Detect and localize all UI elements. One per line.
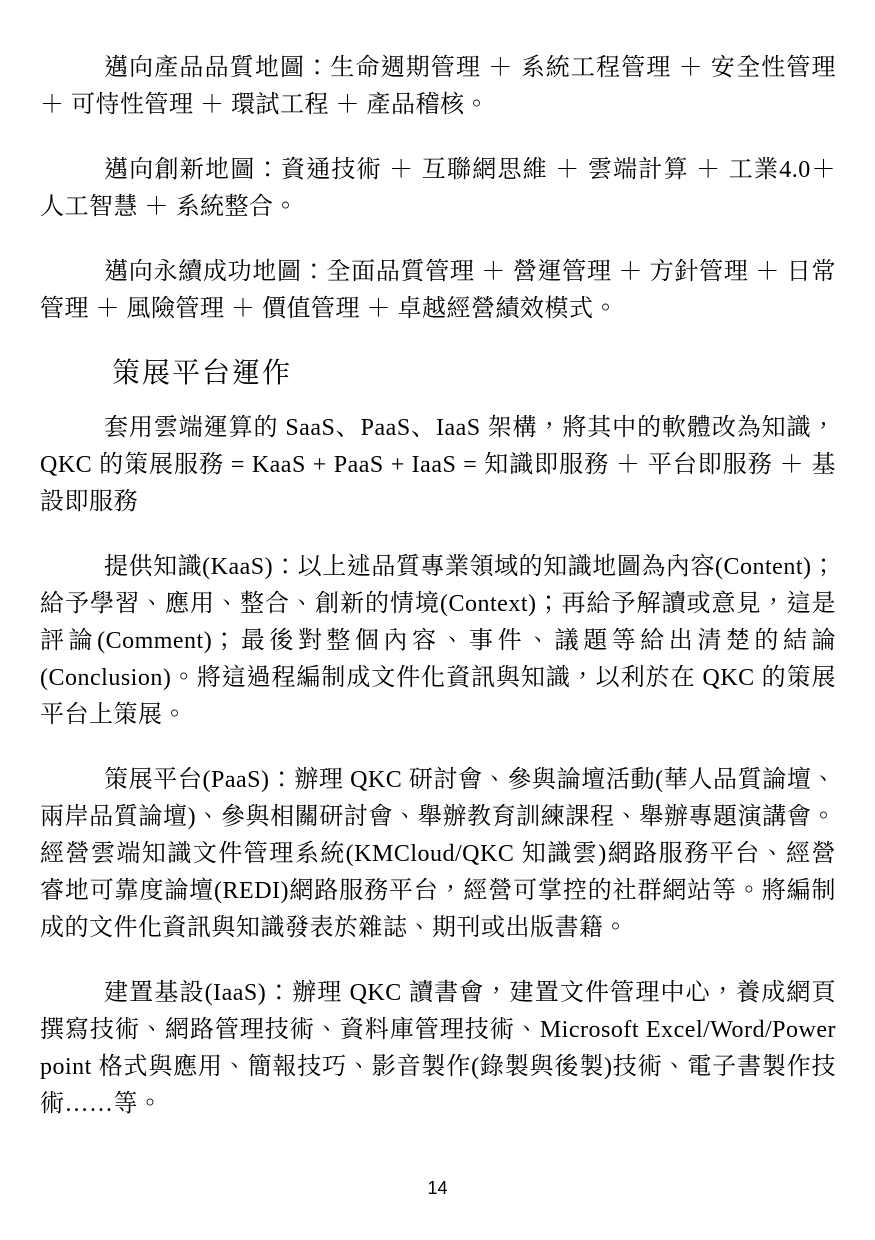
page-number: 14: [427, 1178, 448, 1198]
paragraph-kaas-knowledge-service: 提供知識(KaaS)：以上述品質專業領域的知識地圖為內容(Content)；給予學習、應用、整合、創新的情境(Context)；再給予解讀或意見，這是評論(Comment)；最後對整個內容、事件、議題等給出清楚的結論(Conclusion)。將這過程編制成文件化資訊與知識，以利於在 QKC 的策展平台上策展。: [40, 554, 836, 728]
paragraph-product-quality-map: 邁向產品品質地圖：生命週期管理 ＋ 系統工程管理 ＋ 安全性管理 ＋ 可恃性管理 ＋ 環試工程 ＋ 產品稽核。: [40, 55, 836, 118]
section-heading-curation-platform: 策展平台運作: [112, 358, 293, 389]
paragraph-sustainable-success-map: 邁向永續成功地圖：全面品質管理 ＋ 營運管理 ＋ 方針管理 ＋ 日常管理 ＋ 風險管理 ＋ 價值管理 ＋ 卓越經營績效模式。: [40, 259, 836, 322]
paragraph-cloud-architecture-formula: 套用雲端運算的 SaaS、PaaS、IaaS 架構，將其中的軟體改為知識，QKC 的策展服務 = KaaS + PaaS + IaaS = 知識即服務 ＋ 平台即服務 ＋ 基設即服務: [40, 415, 836, 515]
paragraph-innovation-map: 邁向創新地圖：資通技術 ＋ 互聯網思維 ＋ 雲端計算 ＋ 工業4.0＋ 人工智慧 ＋ 系統整合。: [40, 157, 836, 220]
paragraph-paas-curation-platform: 策展平台(PaaS)：辦理 QKC 研討會、參與論壇活動(華人品質論壇、兩岸品質論壇)、參與相關研討會、舉辦教育訓練課程、舉辦專題演講會。經營雲端知識文件管理系統(KMCloud/QKC 知識雲)網路服務平台、經營睿地可靠度論壇(REDI)網路服務平台，經營可掌控的社群網站等。將編制成的文件化資訊與知識發表於雜誌、期刊或出版書籍。: [40, 767, 836, 941]
document-body: [40, 50, 836, 1151]
paragraph-iaas-infrastructure: 建置基設(IaaS)：辦理 QKC 讀書會，建置文件管理中心，養成網頁撰寫技術、網路管理技術、資料庫管理技術、Microsoft Excel/Word/Power point 格式與應用、簡報技巧、影音製作(錄製與後製)技術、電子書製作技術……等。: [40, 980, 836, 1117]
